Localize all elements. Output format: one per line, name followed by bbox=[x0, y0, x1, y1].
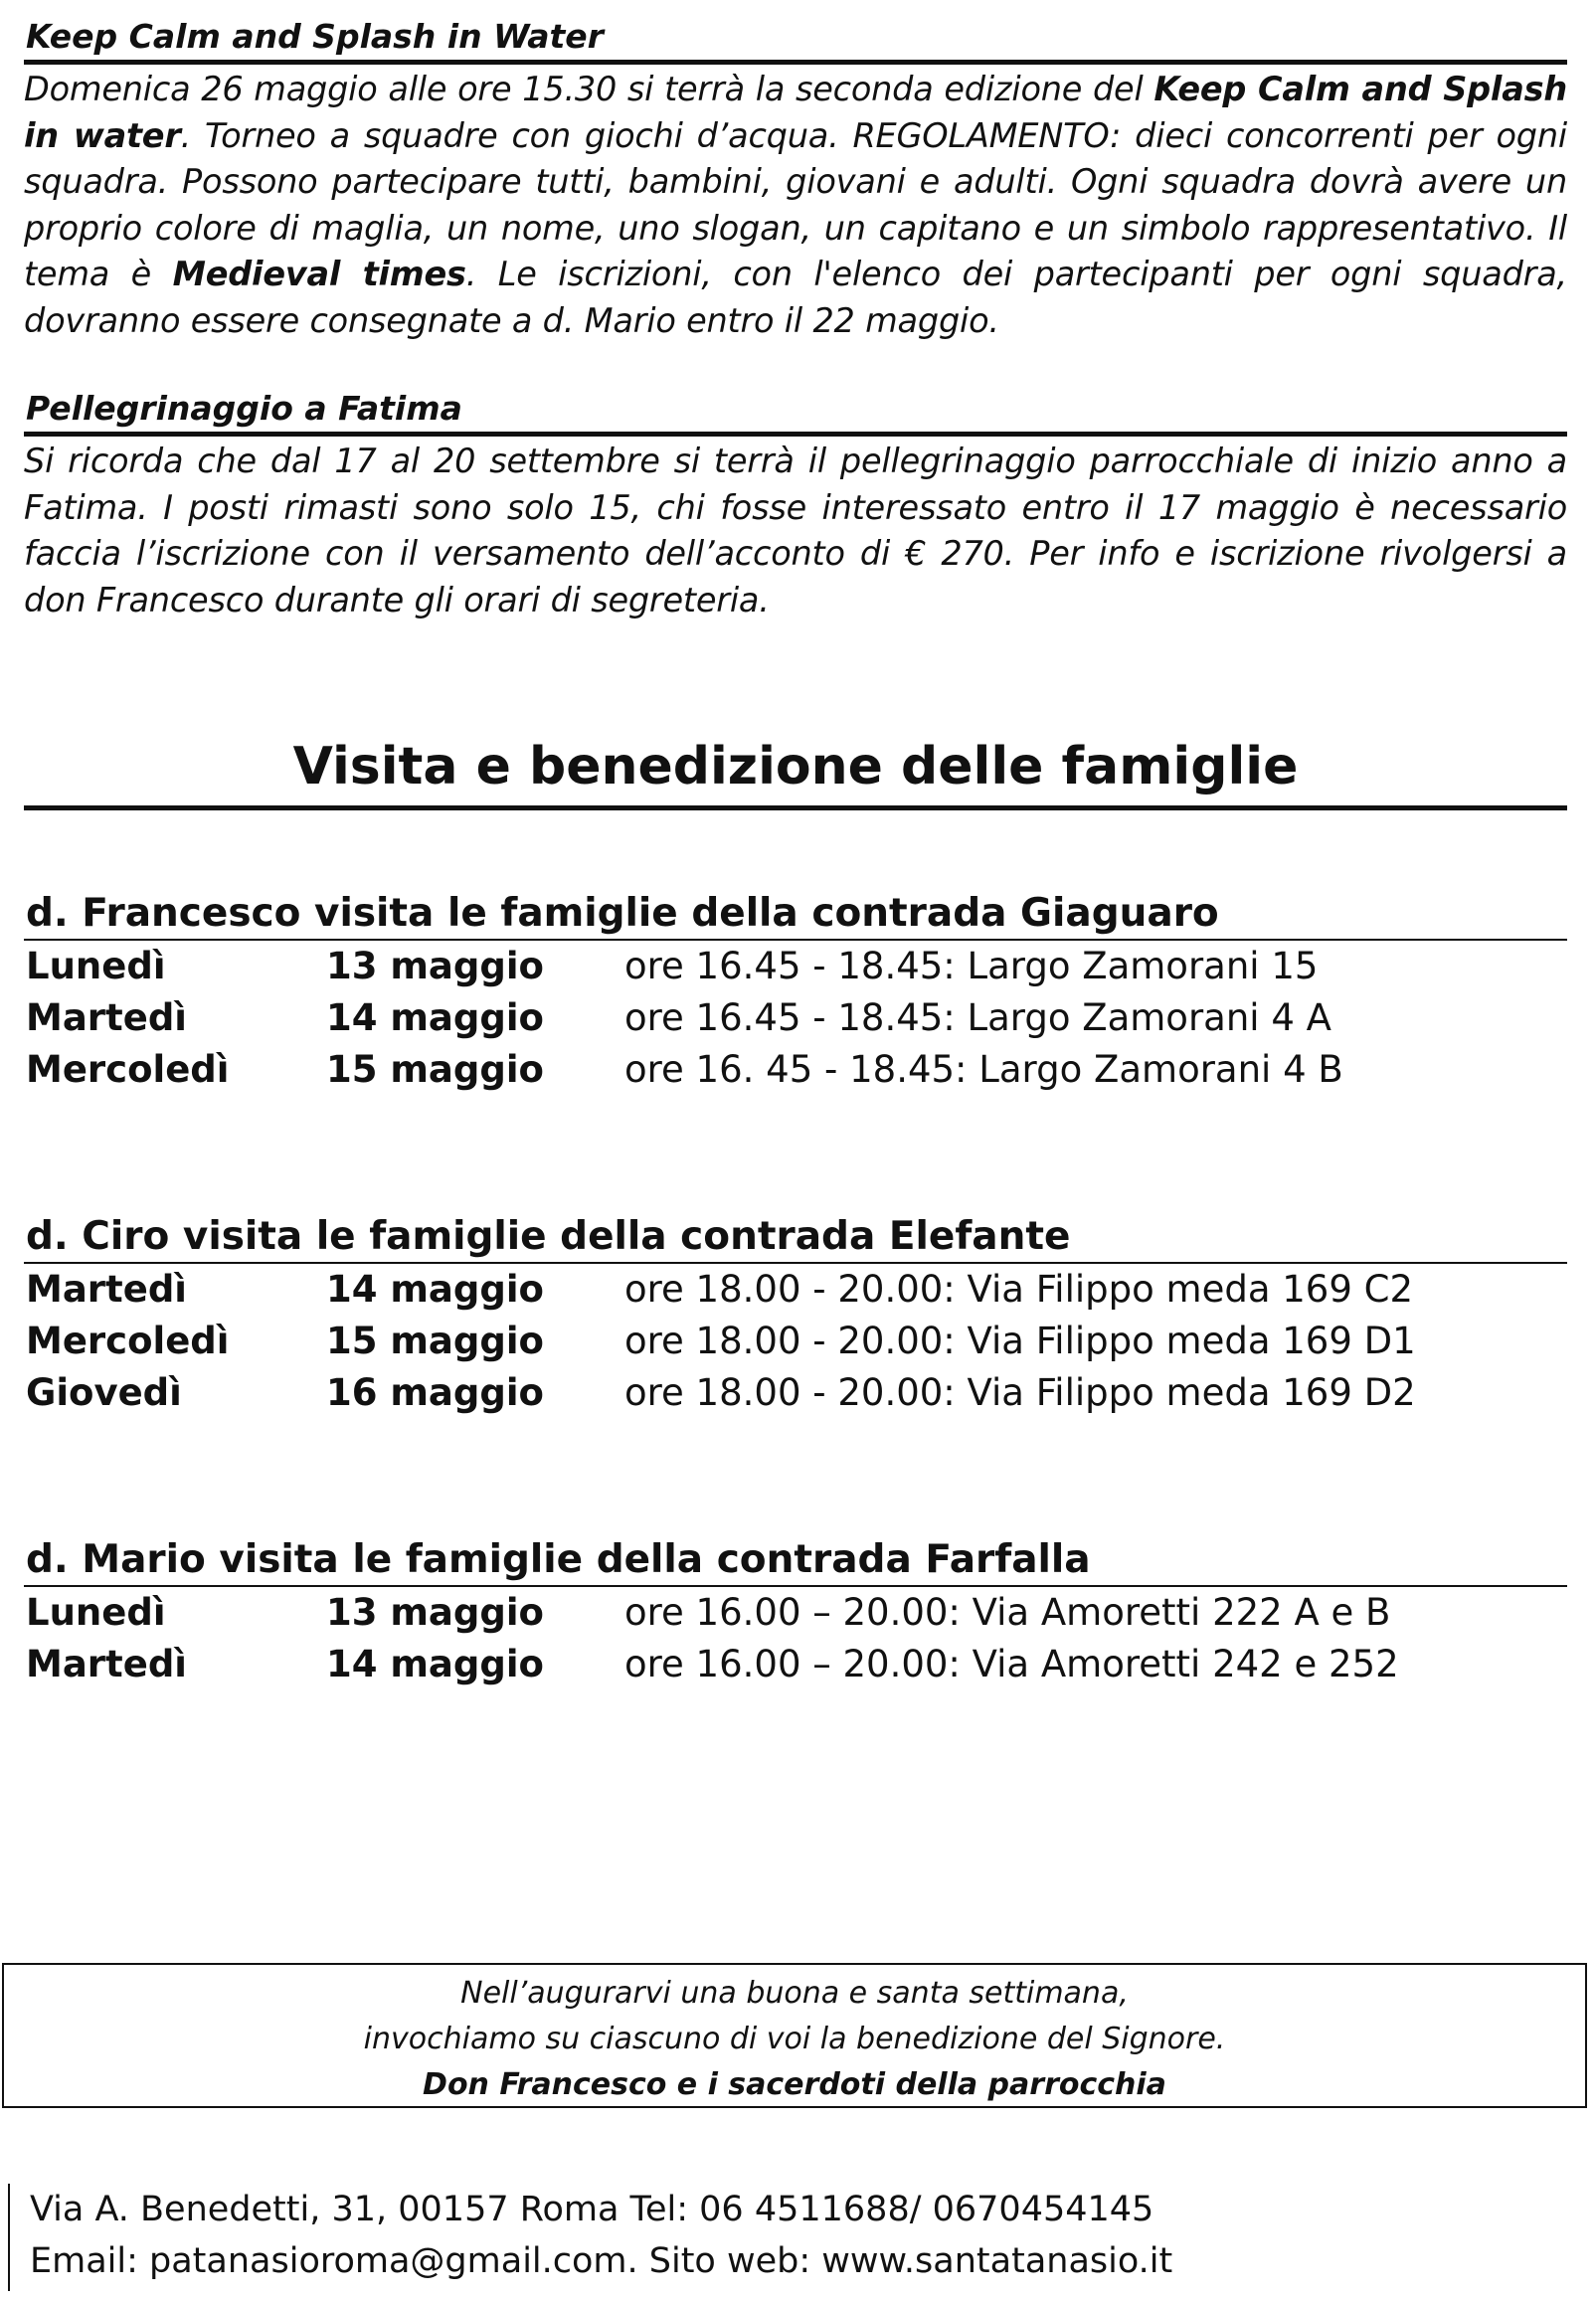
visit-day: Lunedì bbox=[26, 945, 166, 987]
closing-message-box bbox=[2, 1963, 1587, 2108]
visit-details: ore 18.00 - 20.00: Via Filippo meda 169 D2 bbox=[624, 1371, 1416, 1414]
visit-group-heading: d. Francesco visita le famiglie della contrada Giaguaro bbox=[24, 889, 1567, 941]
keep-calm-text-3: . Le iscrizioni, con l'elenco dei partecipanti per ogni squadra, dovranno essere consegnate a d. Mario entro il 22 maggio. bbox=[24, 255, 1568, 340]
visit-date: 15 maggio bbox=[326, 1048, 544, 1091]
visit-day: Martedì bbox=[26, 1643, 187, 1685]
keep-calm-body bbox=[24, 67, 1567, 344]
keep-calm-theme: Medieval times bbox=[172, 255, 466, 293]
fatima-heading: Pellegrinaggio a Fatima bbox=[24, 386, 1567, 437]
footer-contacts bbox=[8, 2184, 1172, 2291]
visit-row bbox=[24, 1639, 1567, 1690]
visit-day: Martedì bbox=[26, 1268, 187, 1311]
visit-details: ore 16.45 - 18.45: Largo Zamorani 4 A bbox=[624, 996, 1331, 1039]
visit-row bbox=[24, 1587, 1567, 1639]
visit-row bbox=[24, 1044, 1567, 1096]
visit-group-heading: d. Ciro visita le famiglie della contrada Elefante bbox=[24, 1212, 1567, 1264]
keep-calm-section bbox=[24, 14, 1567, 344]
visit-row bbox=[24, 941, 1567, 992]
visit-details: ore 16. 45 - 18.45: Largo Zamorani 4 B bbox=[624, 1048, 1343, 1091]
closing-signature: Don Francesco e i sacerdoti della parrocchia bbox=[423, 2067, 1166, 2102]
visit-row bbox=[24, 1367, 1567, 1419]
visit-details: ore 16.00 – 20.00: Via Amoretti 242 e 252 bbox=[624, 1643, 1399, 1685]
visit-date: 15 maggio bbox=[326, 1320, 544, 1362]
keep-calm-text-2: . Torneo a squadre con giochi d’acqua. REGOLAMENTO: dieci concorrenti per ogni squadra. Possono partecipare tutti, bambini, giovani e adulti. Ogni squadra dovrà avere un proprio colore di maglia, un nome, uno slogan, un capitano e un simbolo rappresentativo. Il tema è bbox=[24, 115, 1567, 293]
closing-line-2: invochiamo su ciascuno di voi la benedizione del Signore. bbox=[363, 2022, 1226, 2056]
visit-details: ore 16.45 - 18.45: Largo Zamorani 15 bbox=[624, 945, 1319, 987]
visit-row bbox=[24, 992, 1567, 1044]
visit-day: Mercoledì bbox=[26, 1048, 230, 1091]
visit-day: Giovedì bbox=[26, 1371, 182, 1414]
visit-group-elefante bbox=[24, 1212, 1567, 1419]
closing-line-1: Nell’augurarvi una buona e santa settimana, bbox=[460, 1976, 1129, 2011]
footer-email-web: Email: patanasioroma@gmail.com. Sito web: www.santatanasio.it bbox=[30, 2241, 1173, 2281]
visit-details: ore 16.00 – 20.00: Via Amoretti 222 A e B bbox=[624, 1591, 1391, 1634]
visit-date: 14 maggio bbox=[326, 1268, 544, 1311]
visit-details: ore 18.00 - 20.00: Via Filippo meda 169 C2 bbox=[624, 1268, 1414, 1311]
keep-calm-text-1: Domenica 26 maggio alle ore 15.30 si terrà la seconda edizione del bbox=[24, 70, 1154, 108]
visit-day: Martedì bbox=[26, 996, 187, 1039]
visit-day: Mercoledì bbox=[26, 1320, 230, 1362]
keep-calm-event-name: Keep Calm and Splash in water bbox=[24, 70, 1568, 155]
visit-group-farfalla bbox=[24, 1535, 1567, 1690]
visit-day: Lunedì bbox=[26, 1591, 166, 1634]
visit-group-giaguaro bbox=[24, 889, 1567, 1096]
fatima-section bbox=[24, 386, 1567, 623]
keep-calm-heading: Keep Calm and Splash in Water bbox=[24, 14, 1567, 65]
visit-date: 13 maggio bbox=[326, 1591, 544, 1634]
visits-title: Visita e benedizione delle famiglie bbox=[24, 732, 1567, 810]
footer-address: Via A. Benedetti, 31, 00157 Roma Tel: 06 4511688/ 0670454145 bbox=[30, 2190, 1154, 2229]
visit-date: 14 maggio bbox=[326, 1643, 544, 1685]
visit-date: 16 maggio bbox=[326, 1371, 544, 1414]
bulletin-page bbox=[24, 14, 1568, 2281]
visit-date: 14 maggio bbox=[326, 996, 544, 1039]
visit-row bbox=[24, 1264, 1567, 1316]
visit-group-heading: d. Mario visita le famiglie della contrada Farfalla bbox=[24, 1535, 1567, 1587]
fatima-body: Si ricorda che dal 17 al 20 settembre si terrà il pellegrinaggio parrocchiale di inizio anno a Fatima. I posti rimasti sono solo 15, chi fosse interessato entro il 17 maggio è necessario faccia l’iscrizione con il versamento dell’acconto di € 270. Per info e iscrizione rivolgersi a don Francesco durante gli orari di segreteria. bbox=[24, 442, 1567, 619]
visit-details: ore 18.00 - 20.00: Via Filippo meda 169 D1 bbox=[624, 1320, 1416, 1362]
visit-row bbox=[24, 1316, 1567, 1367]
visit-date: 13 maggio bbox=[326, 945, 544, 987]
